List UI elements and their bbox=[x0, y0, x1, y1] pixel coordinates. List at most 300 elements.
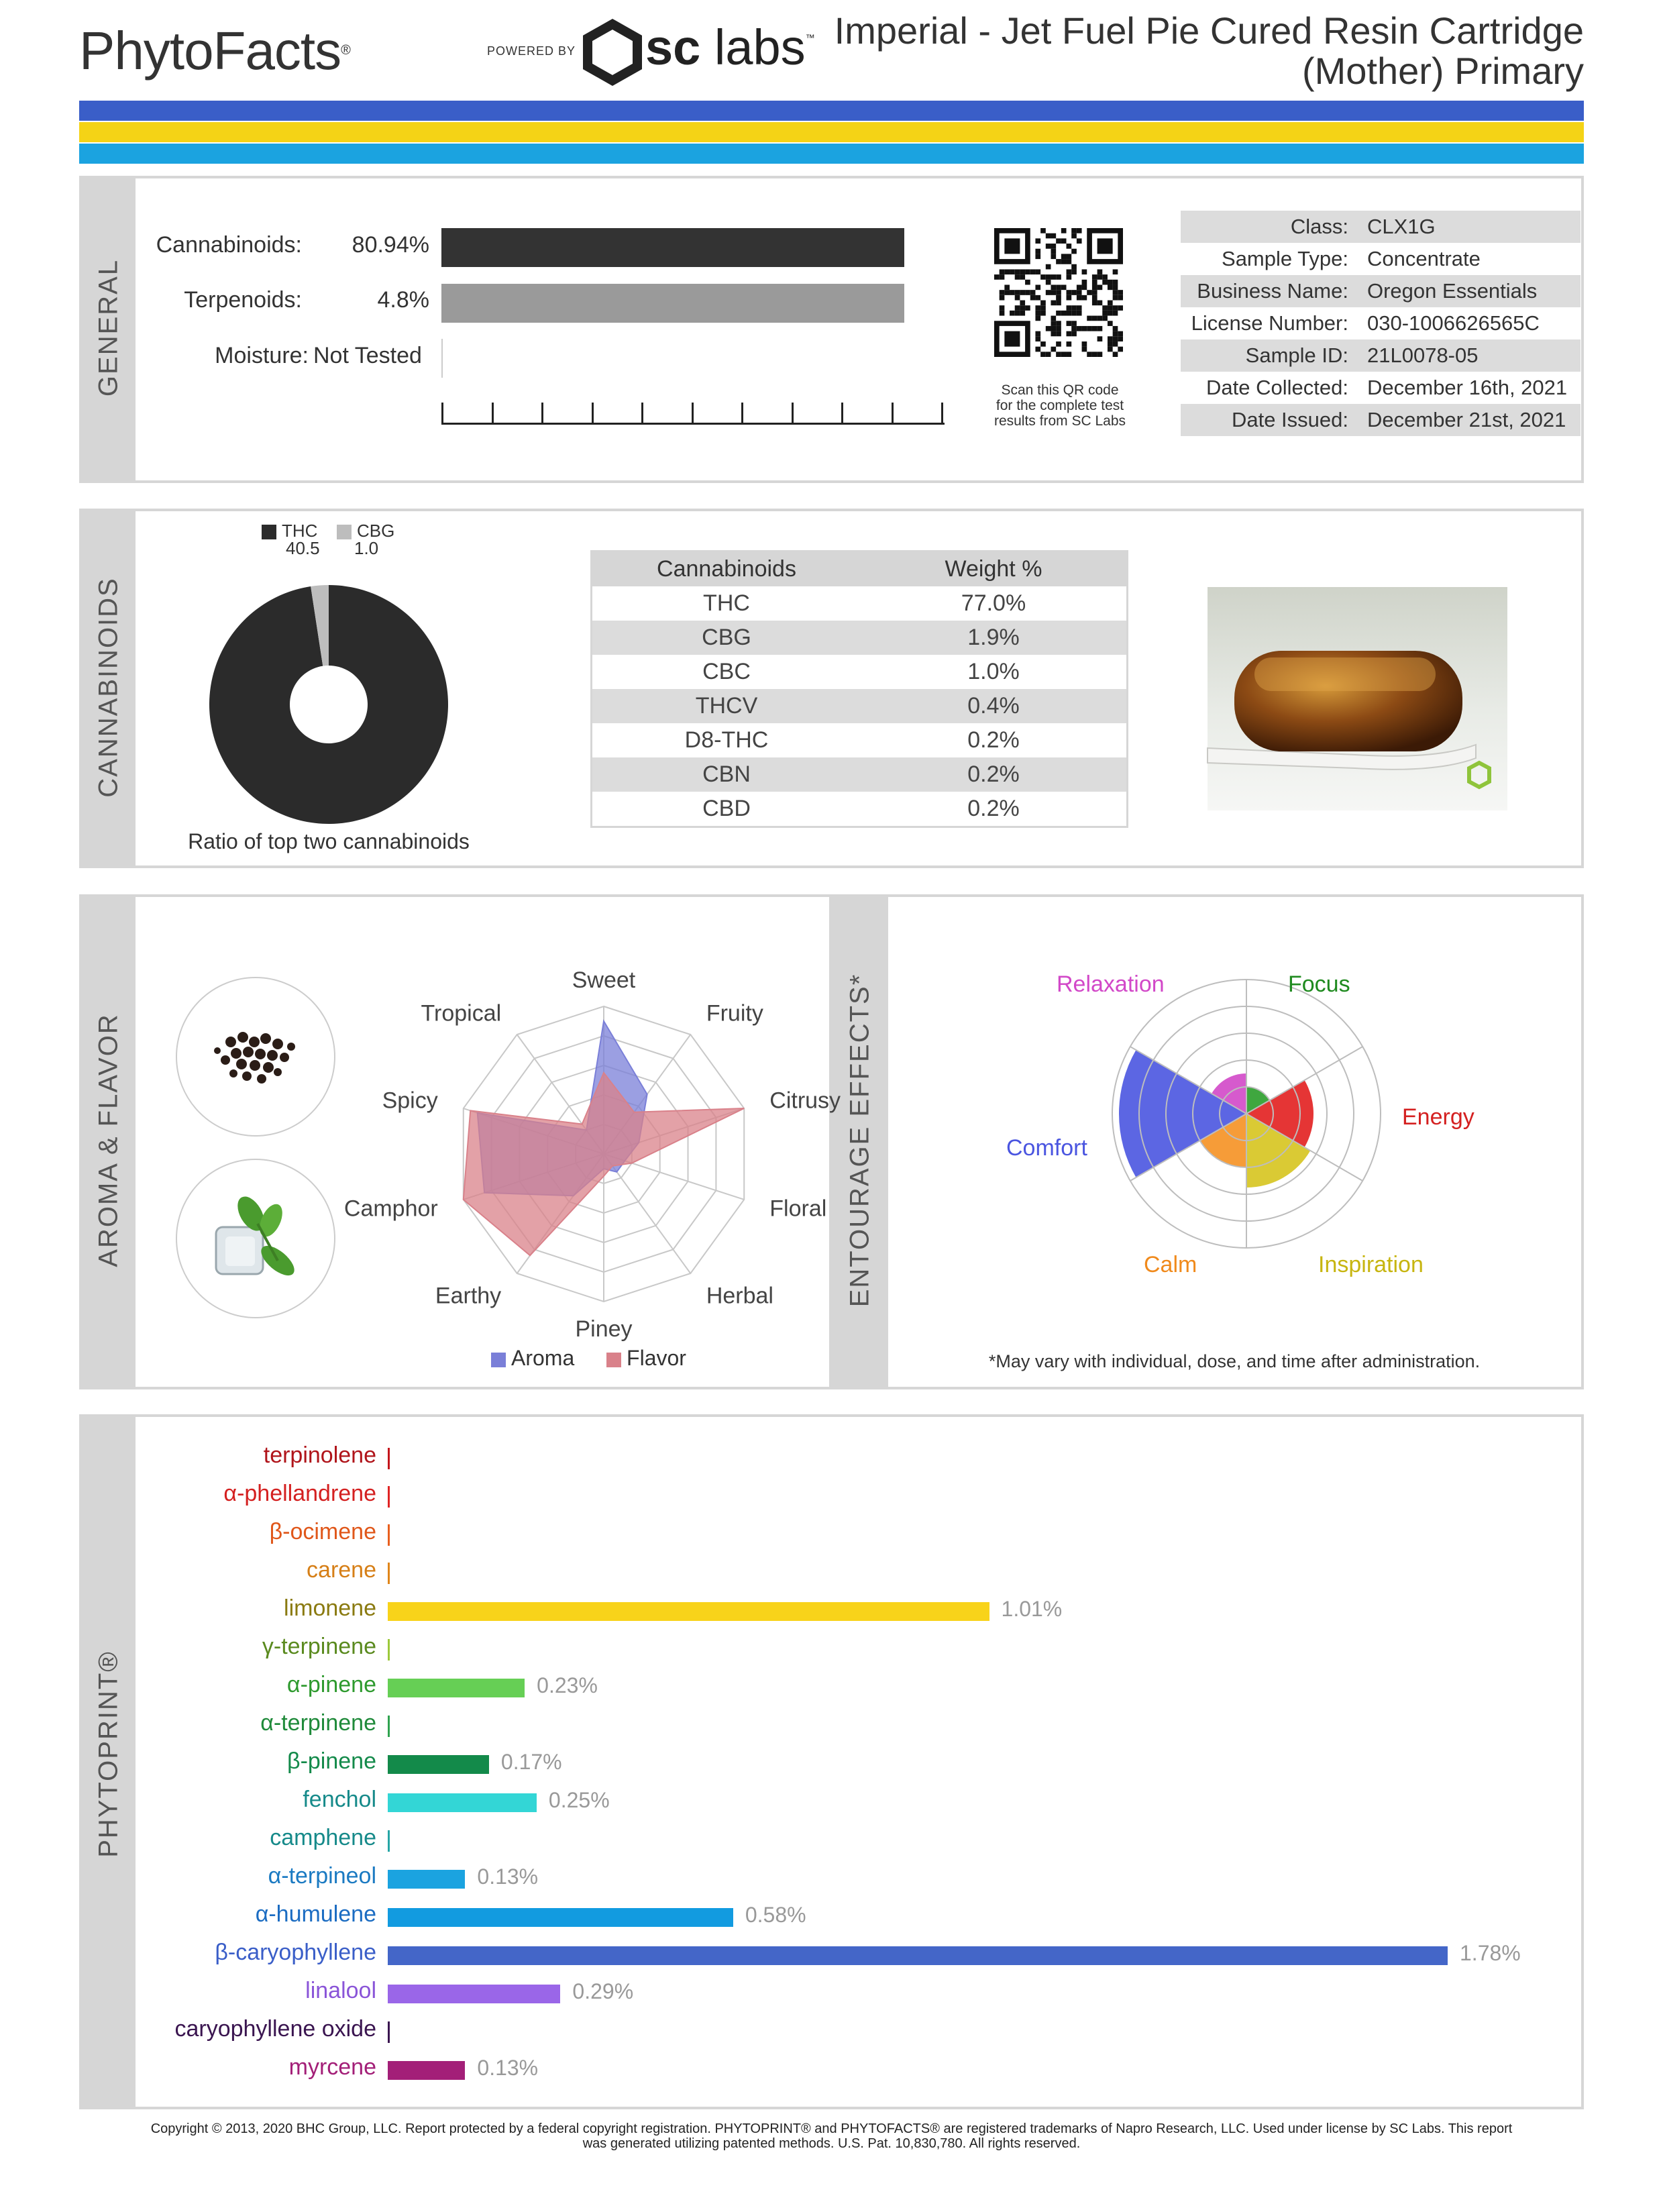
qr-module bbox=[1061, 284, 1067, 290]
aroma-legend-label: Aroma bbox=[511, 1346, 575, 1370]
terpene-bar bbox=[388, 1679, 525, 1697]
terpenoids-total-value: 4.8% bbox=[377, 287, 429, 313]
qr-module bbox=[1077, 311, 1082, 316]
info-value: Concentrate bbox=[1367, 247, 1481, 270]
qr-finder-core bbox=[1097, 238, 1113, 254]
qr-module bbox=[1067, 311, 1072, 316]
qr-module bbox=[1118, 347, 1123, 352]
qr-module bbox=[1102, 316, 1108, 321]
terpene-name: limonene bbox=[284, 1595, 376, 1621]
qr-module bbox=[1020, 274, 1025, 280]
qr-module bbox=[1061, 228, 1067, 233]
qr-module bbox=[1087, 326, 1092, 331]
qr-module bbox=[1113, 290, 1118, 295]
qr-module bbox=[1092, 326, 1097, 331]
terpene-name: γ-terpinene bbox=[262, 1634, 376, 1659]
cannabinoid-name: CBC bbox=[702, 659, 751, 684]
qr-module bbox=[1051, 233, 1056, 239]
qr-module bbox=[1035, 238, 1040, 244]
qr-module bbox=[1046, 274, 1051, 280]
qr-module bbox=[1097, 274, 1103, 280]
qr-module bbox=[1004, 290, 1010, 295]
qr-module bbox=[1113, 352, 1118, 357]
qr-module bbox=[1040, 341, 1046, 347]
radar-label-earthy: Earthy bbox=[435, 1283, 502, 1309]
info-key: Sample ID: bbox=[1245, 344, 1348, 367]
terpene-name: caryophyllene oxide bbox=[174, 2016, 376, 2042]
qr-module bbox=[1025, 305, 1030, 311]
qr-module bbox=[1108, 284, 1113, 290]
phytoprint-section-label: PHYTOPRINT® bbox=[93, 1650, 123, 1858]
qr-module bbox=[1108, 280, 1113, 285]
qr-module bbox=[1004, 284, 1010, 290]
qr-module bbox=[1061, 254, 1067, 259]
entourage-sidebar bbox=[832, 897, 888, 1387]
qr-module bbox=[1046, 290, 1051, 295]
qr-module bbox=[1113, 341, 1118, 347]
ruler-tick bbox=[941, 403, 943, 424]
qr-module bbox=[1082, 280, 1087, 285]
qr-module bbox=[1113, 331, 1118, 337]
info-row-date-issued bbox=[1181, 404, 1580, 436]
flavor-legend-swatch bbox=[606, 1353, 621, 1367]
cannabinoids-section-label: CANNABINOIDS bbox=[93, 577, 123, 798]
mint-leaf-icon bbox=[177, 1160, 334, 1317]
ruler-tick bbox=[741, 403, 743, 424]
sc-labs-hexagon-icon bbox=[582, 20, 643, 85]
table-header-row bbox=[592, 552, 1126, 586]
qr-module bbox=[1118, 295, 1123, 301]
terpene-name: α-pinene bbox=[286, 1672, 376, 1697]
qr-module bbox=[1035, 295, 1040, 301]
qr-module bbox=[1040, 274, 1046, 280]
qr-module bbox=[1077, 284, 1082, 290]
info-key: Class: bbox=[1290, 215, 1348, 238]
cannabinoid-name: CBD bbox=[702, 796, 751, 821]
qr-module bbox=[1035, 284, 1040, 290]
qr-module bbox=[1102, 305, 1108, 311]
terpene-name: α-terpineol bbox=[268, 1863, 376, 1889]
thc-slice bbox=[209, 585, 448, 824]
cannabinoids-total-label: Cannabinoids: bbox=[156, 232, 302, 258]
qr-module bbox=[1067, 254, 1072, 259]
qr-module bbox=[1067, 352, 1072, 357]
qr-module bbox=[1097, 316, 1103, 321]
terpene-name: myrcene bbox=[288, 2054, 376, 2080]
radar-label-herbal: Herbal bbox=[706, 1283, 773, 1309]
qr-module bbox=[1020, 305, 1025, 311]
terpene-bar bbox=[388, 1755, 489, 1774]
brand-name: PhytoFacts bbox=[79, 21, 341, 81]
general-scale-ruler bbox=[441, 403, 945, 424]
radar-label-camphor: Camphor bbox=[343, 1196, 438, 1222]
cannabinoid-weight: 1.0% bbox=[967, 659, 1020, 684]
effect-label-inspiration: Inspiration bbox=[1318, 1252, 1424, 1277]
terpene-value-label: 1.78% bbox=[1460, 1941, 1521, 1965]
qr-module bbox=[1061, 311, 1067, 316]
qr-module bbox=[1113, 295, 1118, 301]
ruler-tick bbox=[641, 403, 643, 424]
terpene-name: β-pinene bbox=[287, 1748, 376, 1774]
terpene-value-label: 0.29% bbox=[572, 1979, 634, 2003]
qr-module bbox=[1051, 249, 1056, 254]
general-sidebar bbox=[82, 178, 136, 480]
qr-module bbox=[1046, 244, 1051, 249]
cbg-legend-name: CBG bbox=[357, 521, 395, 541]
qr-module bbox=[1082, 269, 1087, 274]
qr-module bbox=[1035, 305, 1040, 311]
qr-module bbox=[1056, 311, 1061, 316]
terpene-zero-marker bbox=[388, 1448, 390, 1469]
cannabinoid-name: D8-THC bbox=[684, 727, 769, 753]
qr-module bbox=[1046, 233, 1051, 239]
qr-module bbox=[1056, 295, 1061, 301]
ruler-tick bbox=[841, 403, 843, 424]
qr-module bbox=[1035, 331, 1040, 337]
table-row bbox=[592, 586, 1126, 621]
qr-module bbox=[1071, 233, 1077, 239]
terpene-bar bbox=[388, 1793, 537, 1812]
terpene-value-label: 0.13% bbox=[477, 2056, 539, 2080]
qr-module bbox=[1046, 264, 1051, 270]
qr-module bbox=[1108, 321, 1113, 326]
qr-module bbox=[1051, 321, 1056, 326]
qr-module bbox=[1067, 321, 1072, 326]
qr-module bbox=[994, 274, 1000, 280]
qr-module bbox=[1067, 269, 1072, 274]
powered-by-label: POWERED BY bbox=[487, 44, 576, 58]
terpene-name: terpinolene bbox=[263, 1442, 376, 1468]
radar-label-fruity: Fruity bbox=[706, 1000, 763, 1026]
cannabinoid-ratio-donut bbox=[201, 577, 456, 832]
qr-finder-core bbox=[1004, 331, 1020, 347]
qr-module bbox=[1015, 305, 1020, 311]
terpene-name: camphene bbox=[270, 1825, 376, 1850]
qr-module bbox=[1040, 301, 1046, 306]
terpene-value-label: 1.01% bbox=[1001, 1597, 1063, 1621]
qr-module bbox=[1113, 280, 1118, 285]
qr-module bbox=[1077, 295, 1082, 301]
brand-logo bbox=[79, 20, 350, 82]
qr-module bbox=[1102, 280, 1108, 285]
qr-module bbox=[1113, 311, 1118, 316]
qr-module bbox=[1015, 295, 1020, 301]
terpene-bar bbox=[388, 2061, 465, 2080]
qr-module bbox=[1118, 336, 1123, 341]
terpene-name: fenchol bbox=[303, 1787, 376, 1812]
info-value: Oregon Essentials bbox=[1367, 279, 1538, 303]
qr-module bbox=[1113, 305, 1118, 311]
aroma-legend-swatch bbox=[491, 1353, 506, 1367]
product-title-line2: (Mother) Primary bbox=[1301, 50, 1584, 92]
qr-module bbox=[1061, 238, 1067, 244]
cbg-legend-ratio: 1.0 bbox=[354, 538, 379, 559]
qr-module bbox=[1067, 274, 1072, 280]
donut-legend-thc bbox=[262, 522, 320, 557]
info-key: Date Issued: bbox=[1231, 408, 1348, 431]
cannabinoid-name: THCV bbox=[695, 693, 758, 719]
qr-module bbox=[1071, 264, 1077, 270]
qr-module bbox=[1035, 311, 1040, 316]
sc-logo-trademark: ™ bbox=[805, 32, 815, 43]
qr-module bbox=[1051, 347, 1056, 352]
terpene-name: α-terpinene bbox=[260, 1710, 376, 1736]
terpene-zero-marker bbox=[388, 2021, 390, 2043]
qr-module bbox=[1010, 311, 1015, 316]
qr-module bbox=[1092, 352, 1097, 357]
radar-label-sweet: Sweet bbox=[572, 967, 636, 993]
info-row-business-name bbox=[1181, 275, 1580, 307]
qr-module bbox=[1040, 311, 1046, 316]
qr-module bbox=[1035, 269, 1040, 274]
donut-legend-cbg bbox=[337, 522, 394, 557]
qr-module bbox=[1067, 244, 1072, 249]
thc-legend-ratio: 40.5 bbox=[286, 538, 320, 559]
effect-label-calm: Calm bbox=[1144, 1252, 1197, 1277]
qr-module bbox=[1071, 331, 1077, 337]
qr-module bbox=[1082, 341, 1087, 347]
radar-label-tropical: Tropical bbox=[421, 1000, 502, 1026]
info-key: License Number: bbox=[1191, 311, 1348, 335]
qr-module bbox=[1046, 352, 1051, 357]
qr-module bbox=[1035, 254, 1040, 259]
qr-module bbox=[1097, 352, 1103, 357]
header-weight: Weight % bbox=[945, 556, 1042, 582]
terpene-value-label: 0.23% bbox=[537, 1673, 598, 1697]
cannabinoids-total-bar bbox=[441, 228, 904, 267]
qr-module bbox=[1108, 305, 1113, 311]
qr-module bbox=[1020, 311, 1025, 316]
info-value: CLX1G bbox=[1367, 215, 1436, 238]
qr-module bbox=[1113, 269, 1118, 274]
qr-module bbox=[1113, 284, 1118, 290]
terpene-bar bbox=[388, 1985, 560, 2003]
qr-module bbox=[1071, 326, 1077, 331]
qr-module bbox=[1077, 290, 1082, 295]
copyright-footer bbox=[79, 2121, 1584, 2151]
info-value: December 16th, 2021 bbox=[1367, 376, 1568, 399]
qr-module bbox=[1025, 290, 1030, 295]
qr-module bbox=[1035, 316, 1040, 321]
moisture-bar bbox=[441, 339, 443, 378]
effect-label-comfort: Comfort bbox=[1006, 1135, 1087, 1161]
table-row bbox=[592, 621, 1126, 655]
donut-caption: Ratio of top two cannabinoids bbox=[188, 829, 470, 853]
terpene-value-label: 0.13% bbox=[477, 1864, 539, 1889]
terpenoids-total-label: Terpenoids: bbox=[184, 287, 302, 313]
radar-legend bbox=[491, 1346, 686, 1371]
header-stripe-cyan bbox=[79, 144, 1584, 164]
cannabinoid-table bbox=[590, 550, 1128, 828]
qr-finder-core bbox=[1004, 238, 1020, 254]
terpene-bar bbox=[388, 1946, 1448, 1965]
qr-module bbox=[1056, 238, 1061, 244]
footer-line1: Copyright © 2013, 2020 BHC Group, LLC. Report protected by a federal copyright registration. PHYTOPRINT® and PHYTOFACTS® are registered trademarks of Napro Research, LLC. Used under license by SC Labs. This report bbox=[150, 2121, 1513, 2136]
qr-module bbox=[1025, 280, 1030, 285]
terpene-value-label: 0.25% bbox=[548, 1788, 610, 1812]
qr-code[interactable] bbox=[994, 228, 1123, 357]
ruler-tick bbox=[441, 403, 443, 424]
qr-module bbox=[1071, 290, 1077, 295]
cannabinoid-name: THC bbox=[703, 590, 750, 616]
terpene-value-label: 0.58% bbox=[745, 1903, 806, 1927]
terpene-name: α-humulene bbox=[255, 1901, 376, 1927]
qr-module bbox=[1082, 326, 1087, 331]
qr-module bbox=[1108, 311, 1113, 316]
radar-label-spicy: Spicy bbox=[382, 1088, 438, 1114]
qr-module bbox=[1061, 259, 1067, 264]
qr-module bbox=[1046, 280, 1051, 285]
sc-logo-bold: sc bbox=[645, 19, 701, 75]
qr-module bbox=[1108, 341, 1113, 347]
qr-module bbox=[1051, 284, 1056, 290]
thc-legend-name: THC bbox=[282, 521, 318, 541]
qr-module bbox=[1102, 311, 1108, 316]
qr-module bbox=[1082, 295, 1087, 301]
header-stripe-yellow bbox=[79, 122, 1584, 142]
qr-module bbox=[1071, 249, 1077, 254]
qr-module bbox=[1015, 290, 1020, 295]
qr-module bbox=[1118, 305, 1123, 311]
qr-module bbox=[1092, 274, 1097, 280]
qr-module bbox=[1056, 259, 1061, 264]
qr-module bbox=[1040, 352, 1046, 357]
entourage-effects-chart bbox=[1092, 973, 1401, 1281]
info-row-sample-type bbox=[1181, 243, 1580, 275]
qr-module bbox=[1077, 238, 1082, 244]
qr-module bbox=[1056, 341, 1061, 347]
moisture-value: Not Tested bbox=[313, 343, 422, 368]
effect-label-energy: Energy bbox=[1402, 1104, 1474, 1130]
ruler-tick bbox=[892, 403, 894, 424]
qr-module bbox=[1040, 305, 1046, 311]
qr-module bbox=[1015, 274, 1020, 280]
info-key: Business Name: bbox=[1197, 279, 1348, 303]
terpene-name: β-ocimene bbox=[269, 1519, 376, 1544]
qr-module bbox=[1071, 305, 1077, 311]
effect-label-relaxation: Relaxation bbox=[1057, 971, 1165, 997]
terpene-name: carene bbox=[307, 1557, 376, 1583]
qr-module bbox=[1056, 274, 1061, 280]
qr-module bbox=[1067, 341, 1072, 347]
qr-module bbox=[1118, 290, 1123, 295]
qr-module bbox=[1092, 290, 1097, 295]
qr-module bbox=[1030, 269, 1036, 274]
qr-module bbox=[1040, 228, 1046, 233]
terpene-name: linalool bbox=[305, 1978, 376, 2003]
qr-module bbox=[1056, 326, 1061, 331]
thc-legend-swatch bbox=[262, 525, 276, 539]
table-row bbox=[592, 689, 1126, 723]
terpene-zero-marker bbox=[388, 1716, 390, 1737]
general-section-label: GENERAL bbox=[93, 258, 123, 397]
terpene-zero-marker bbox=[388, 1524, 390, 1546]
ruler-tick bbox=[692, 403, 694, 424]
qr-module bbox=[1067, 295, 1072, 301]
sample-info-table bbox=[1181, 211, 1580, 436]
cannabinoid-weight: 0.4% bbox=[967, 693, 1020, 719]
qr-module bbox=[1087, 316, 1092, 321]
qr-module bbox=[1000, 290, 1005, 295]
phytoprint-sidebar bbox=[82, 1417, 136, 2107]
qr-module bbox=[1108, 301, 1113, 306]
qr-module bbox=[1035, 249, 1040, 254]
qr-module bbox=[1046, 326, 1051, 331]
qr-module bbox=[1071, 228, 1077, 233]
radar-label-floral: Floral bbox=[769, 1196, 827, 1222]
qr-module bbox=[1097, 336, 1103, 341]
qr-module bbox=[1056, 301, 1061, 306]
qr-caption-line1: Scan this QR code bbox=[1001, 382, 1119, 398]
qr-module bbox=[1035, 347, 1040, 352]
ruler-tick bbox=[492, 403, 494, 424]
info-key: Sample Type: bbox=[1222, 247, 1348, 270]
qr-module bbox=[1000, 274, 1005, 280]
qr-module bbox=[1113, 326, 1118, 331]
qr-module bbox=[1000, 311, 1005, 316]
aroma-section-label: AROMA & FLAVOR bbox=[93, 1013, 123, 1267]
qr-module bbox=[1020, 301, 1025, 306]
terpene-bar bbox=[388, 1602, 989, 1621]
entourage-section-label: ENTOURAGE EFFECTS* bbox=[845, 973, 875, 1308]
product-title bbox=[712, 11, 1584, 91]
terpene-bar bbox=[388, 1870, 465, 1889]
qr-module bbox=[1077, 228, 1082, 233]
cannabinoid-weight: 0.2% bbox=[967, 796, 1020, 821]
header-cannabinoids: Cannabinoids bbox=[657, 556, 796, 582]
qr-module bbox=[1030, 295, 1036, 301]
qr-module bbox=[1051, 331, 1056, 337]
table-row bbox=[592, 757, 1126, 792]
qr-module bbox=[1118, 331, 1123, 337]
cannabinoid-name: CBN bbox=[702, 761, 751, 787]
qr-module bbox=[1051, 290, 1056, 295]
radar-label-citrusy: Citrusy bbox=[769, 1088, 841, 1114]
qr-module bbox=[1077, 326, 1082, 331]
cannabinoid-weight: 0.2% bbox=[967, 761, 1020, 787]
qr-module bbox=[1061, 352, 1067, 357]
header-stripe-blue bbox=[79, 101, 1584, 121]
mint-ice-image bbox=[176, 1159, 335, 1318]
terpene-name: α-phellandrene bbox=[223, 1481, 376, 1506]
terpene-zero-marker bbox=[388, 1639, 390, 1661]
terpene-zero-marker bbox=[388, 1563, 390, 1584]
qr-module bbox=[1056, 331, 1061, 337]
cannabinoids-sidebar bbox=[82, 511, 136, 865]
info-value: 030-1006626565C bbox=[1367, 311, 1540, 335]
qr-module bbox=[1051, 301, 1056, 306]
qr-module bbox=[1020, 269, 1025, 274]
qr-module bbox=[1071, 311, 1077, 316]
radar-label-piney: Piney bbox=[575, 1316, 633, 1342]
qr-module bbox=[1067, 331, 1072, 337]
qr-module bbox=[1071, 321, 1077, 326]
cannabinoid-weight: 77.0% bbox=[961, 590, 1026, 616]
qr-module bbox=[1030, 290, 1036, 295]
terpene-value-label: 0.17% bbox=[500, 1750, 562, 1774]
qr-module bbox=[1108, 347, 1113, 352]
terpenoids-total-bar bbox=[441, 284, 904, 323]
aroma-sidebar bbox=[82, 897, 136, 1387]
qr-module bbox=[1056, 321, 1061, 326]
qr-module bbox=[1051, 326, 1056, 331]
qr-module bbox=[1067, 259, 1072, 264]
brand-registered-mark: ® bbox=[341, 43, 350, 58]
sc-logo-light: labs bbox=[714, 19, 806, 75]
qr-module bbox=[1087, 290, 1092, 295]
info-key: Date Collected: bbox=[1206, 376, 1348, 399]
product-photo bbox=[1208, 587, 1507, 810]
